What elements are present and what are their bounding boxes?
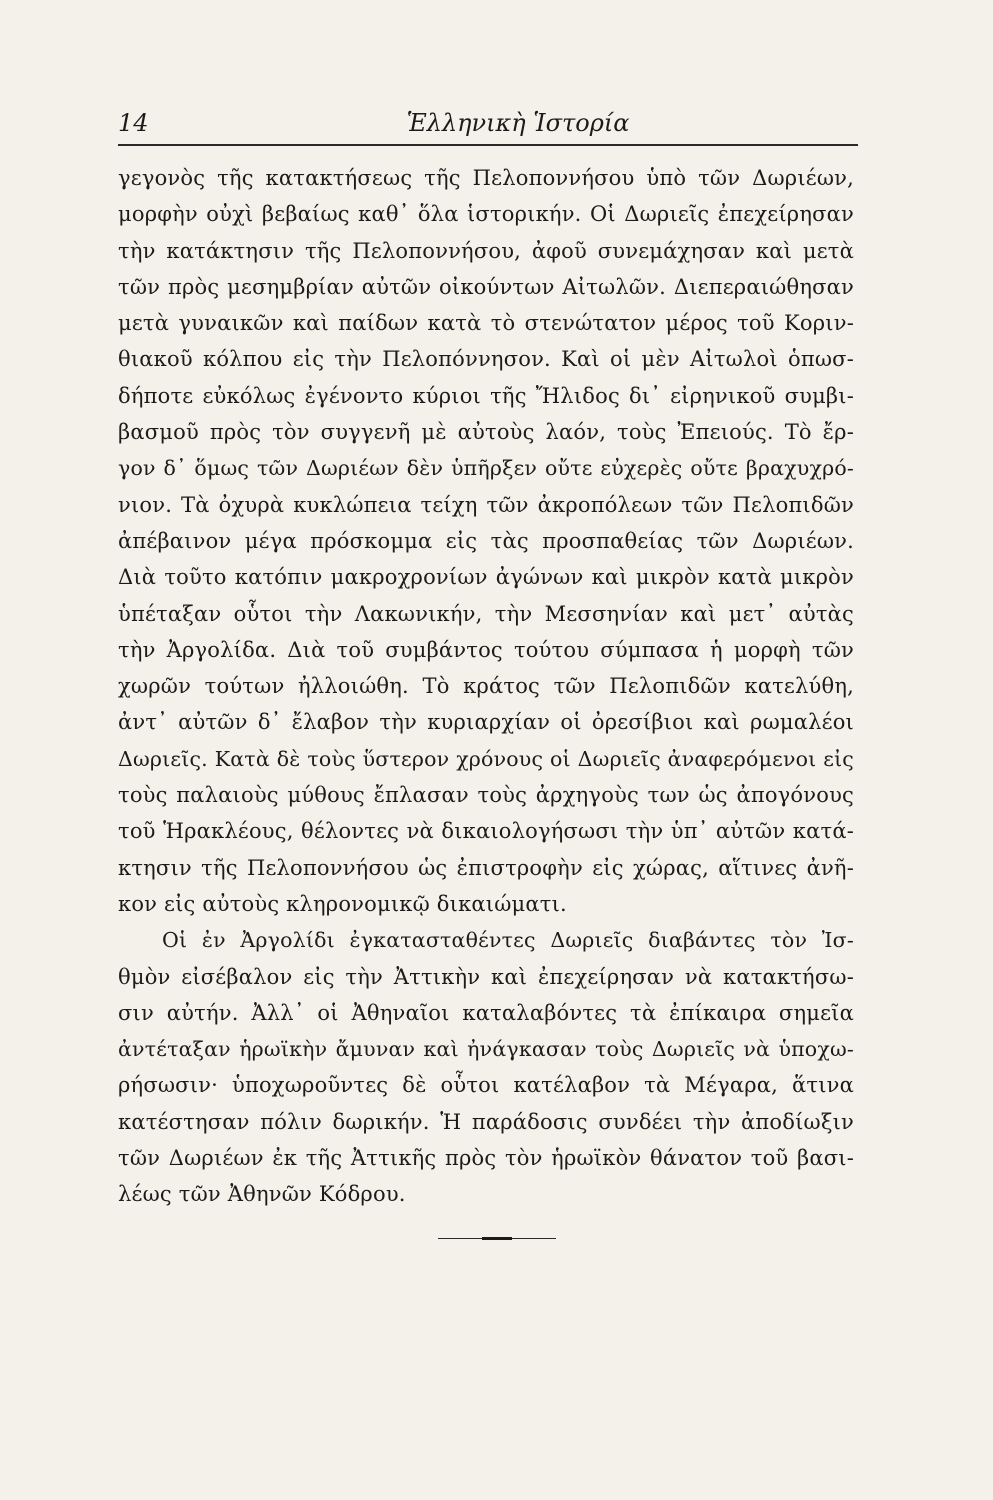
- header-rule: [118, 144, 858, 146]
- text-line: χωρῶν τούτων ἠλλοιώθη. Τὸ κράτος τῶν Πελοπιδῶν κατελύθη,: [118, 674, 854, 699]
- page-number: 14: [118, 109, 149, 137]
- section-end-rule: [438, 1236, 556, 1242]
- running-title: Ἑλληνικὴ Ἱστορία: [406, 109, 630, 137]
- text-line: θιακοῦ κόλπου εἰς τὴν Πελοπόννησον. Καὶ οἱ μὲν Αἰτωλοὶ ὁπωσ-: [118, 347, 854, 372]
- text-line: ἀπέβαινον μέγα πρόσκομμα εἰς τὰς προσπαθείας τῶν Δωριέων.: [118, 528, 854, 553]
- text-line: ἀντ᾽ αὐτῶν δ᾽ ἔλαβον τὴν κυριαρχίαν οἱ ὀρεσίβιοι καὶ ρωμαλέοι: [118, 710, 854, 735]
- text-line: μορφὴν οὐχὶ βεβαίως καθ᾽ ὅλα ἱστορικήν. Οἱ Δωριεῖς ἐπεχείρησαν: [118, 202, 854, 227]
- text-line: βασμοῦ πρὸς τὸν συγγενῆ μὲ αὐτοὺς λαόν, τοὺς Ἐπειούς. Τὸ ἔρ-: [118, 420, 854, 445]
- text-line: τὴν Ἀργολίδα. Διὰ τοῦ συμβάντος τούτου σύμπασα ἡ μορφὴ τῶν: [118, 637, 854, 662]
- text-line: κατέστησαν πόλιν δωρικήν. Ἡ παράδοσις συνδέει τὴν ἀποδίωξιν: [118, 1109, 854, 1134]
- text-line: νιον. Τὰ ὀχυρὰ κυκλώπεια τείχη τῶν ἀκροπόλεων τῶν Πελοπιδῶν: [118, 492, 854, 517]
- text-line: Δωριεῖς. Κατὰ δὲ τοὺς ὕστερον χρόνους οἱ Δωριεῖς ἀναφερόμενοι εἰς: [118, 746, 854, 771]
- text-line: τῶν πρὸς μεσημβρίαν αὐτῶν οἰκούντων Αἰτωλῶν. Διεπεραιώθησαν: [118, 274, 854, 299]
- end-rule-ornament: [482, 1237, 512, 1240]
- text-line: τὴν κατάκτησιν τῆς Πελοποννήσου, ἀφοῦ συνεμάχησαν καὶ μετὰ: [118, 238, 854, 263]
- text-line: θμὸν εἰσέβαλον εἰς τὴν Ἀττικὴν καὶ ἐπεχείρησαν νὰ κατακτήσω-: [118, 964, 854, 989]
- text-line: γον δ᾽ ὅμως τῶν Δωριέων δὲν ὑπῆρξεν οὔτε εὐχερὲς οὔτε βραχυχρό-: [118, 456, 854, 481]
- text-line: Διὰ τοῦτο κατόπιν μακροχρονίων ἀγώνων καὶ μικρὸν κατὰ μικρὸν: [118, 565, 854, 590]
- text-line: σιν αὐτήν. Ἀλλ᾽ οἱ Ἀθηναῖοι καταλαβόντες τὰ ἐπίκαιρα σημεῖα: [118, 1000, 854, 1025]
- text-line: τοὺς παλαιοὺς μύθους ἔπλασαν τοὺς ἀρχηγοὺς των ὡς ἀπογόνους: [118, 783, 854, 808]
- text-line: ρήσωσιν· ὑποχωροῦντες δὲ οὗτοι κατέλαβον τὰ Μέγαρα, ἅτινα: [118, 1073, 854, 1098]
- text-line: μετὰ γυναικῶν καὶ παίδων κατὰ τὸ στενώτατον μέρος τοῦ Κοριν-: [118, 311, 854, 336]
- text-line: κον εἰς αὐτοὺς κληρονομικῷ δικαιώματι.: [118, 891, 567, 916]
- text-line: λέως τῶν Ἀθηνῶν Κόδρου.: [118, 1182, 406, 1207]
- text-line: τῶν Δωριέων ἐκ τῆς Ἀττικῆς πρὸς τὸν ἡρωϊκὸν θάνατον τοῦ βασι-: [118, 1146, 854, 1171]
- text-line: κτησιν τῆς Πελοποννήσου ὡς ἐπιστροφὴν εἰς χώρας, αἵτινες ἀνῆ-: [118, 855, 854, 880]
- text-line: τοῦ Ἡρακλέους, θέλοντες νὰ δικαιολογήσωσι τὴν ὑπ᾽ αὐτῶν κατά-: [118, 819, 854, 844]
- text-line: γεγονὸς τῆς κατακτήσεως τῆς Πελοποννήσου ὑπὸ τῶν Δωριέων,: [118, 166, 854, 190]
- page-header: [118, 104, 858, 148]
- body-text: [118, 160, 854, 1213]
- text-line: δήποτε εὐκόλως ἐγένοντο κύριοι τῆς Ἤλιδος δι᾽ εἰρηνικοῦ συμβι-: [118, 383, 854, 408]
- text-line: ὑπέταξαν οὗτοι τὴν Λακωνικήν, τὴν Μεσσηνίαν καὶ μετ᾽ αὐτὰς: [118, 601, 854, 626]
- text-line: ἀντέταξαν ἡρωϊκὴν ἄμυναν καὶ ἠνάγκασαν τοὺς Δωριεῖς νὰ ὑποχω-: [118, 1037, 854, 1062]
- paragraph-start-line: Οἱ ἐν Ἀργολίδι ἐγκατασταθέντες Δωριεῖς διαβάντες τὸν Ἰσ-: [162, 928, 854, 953]
